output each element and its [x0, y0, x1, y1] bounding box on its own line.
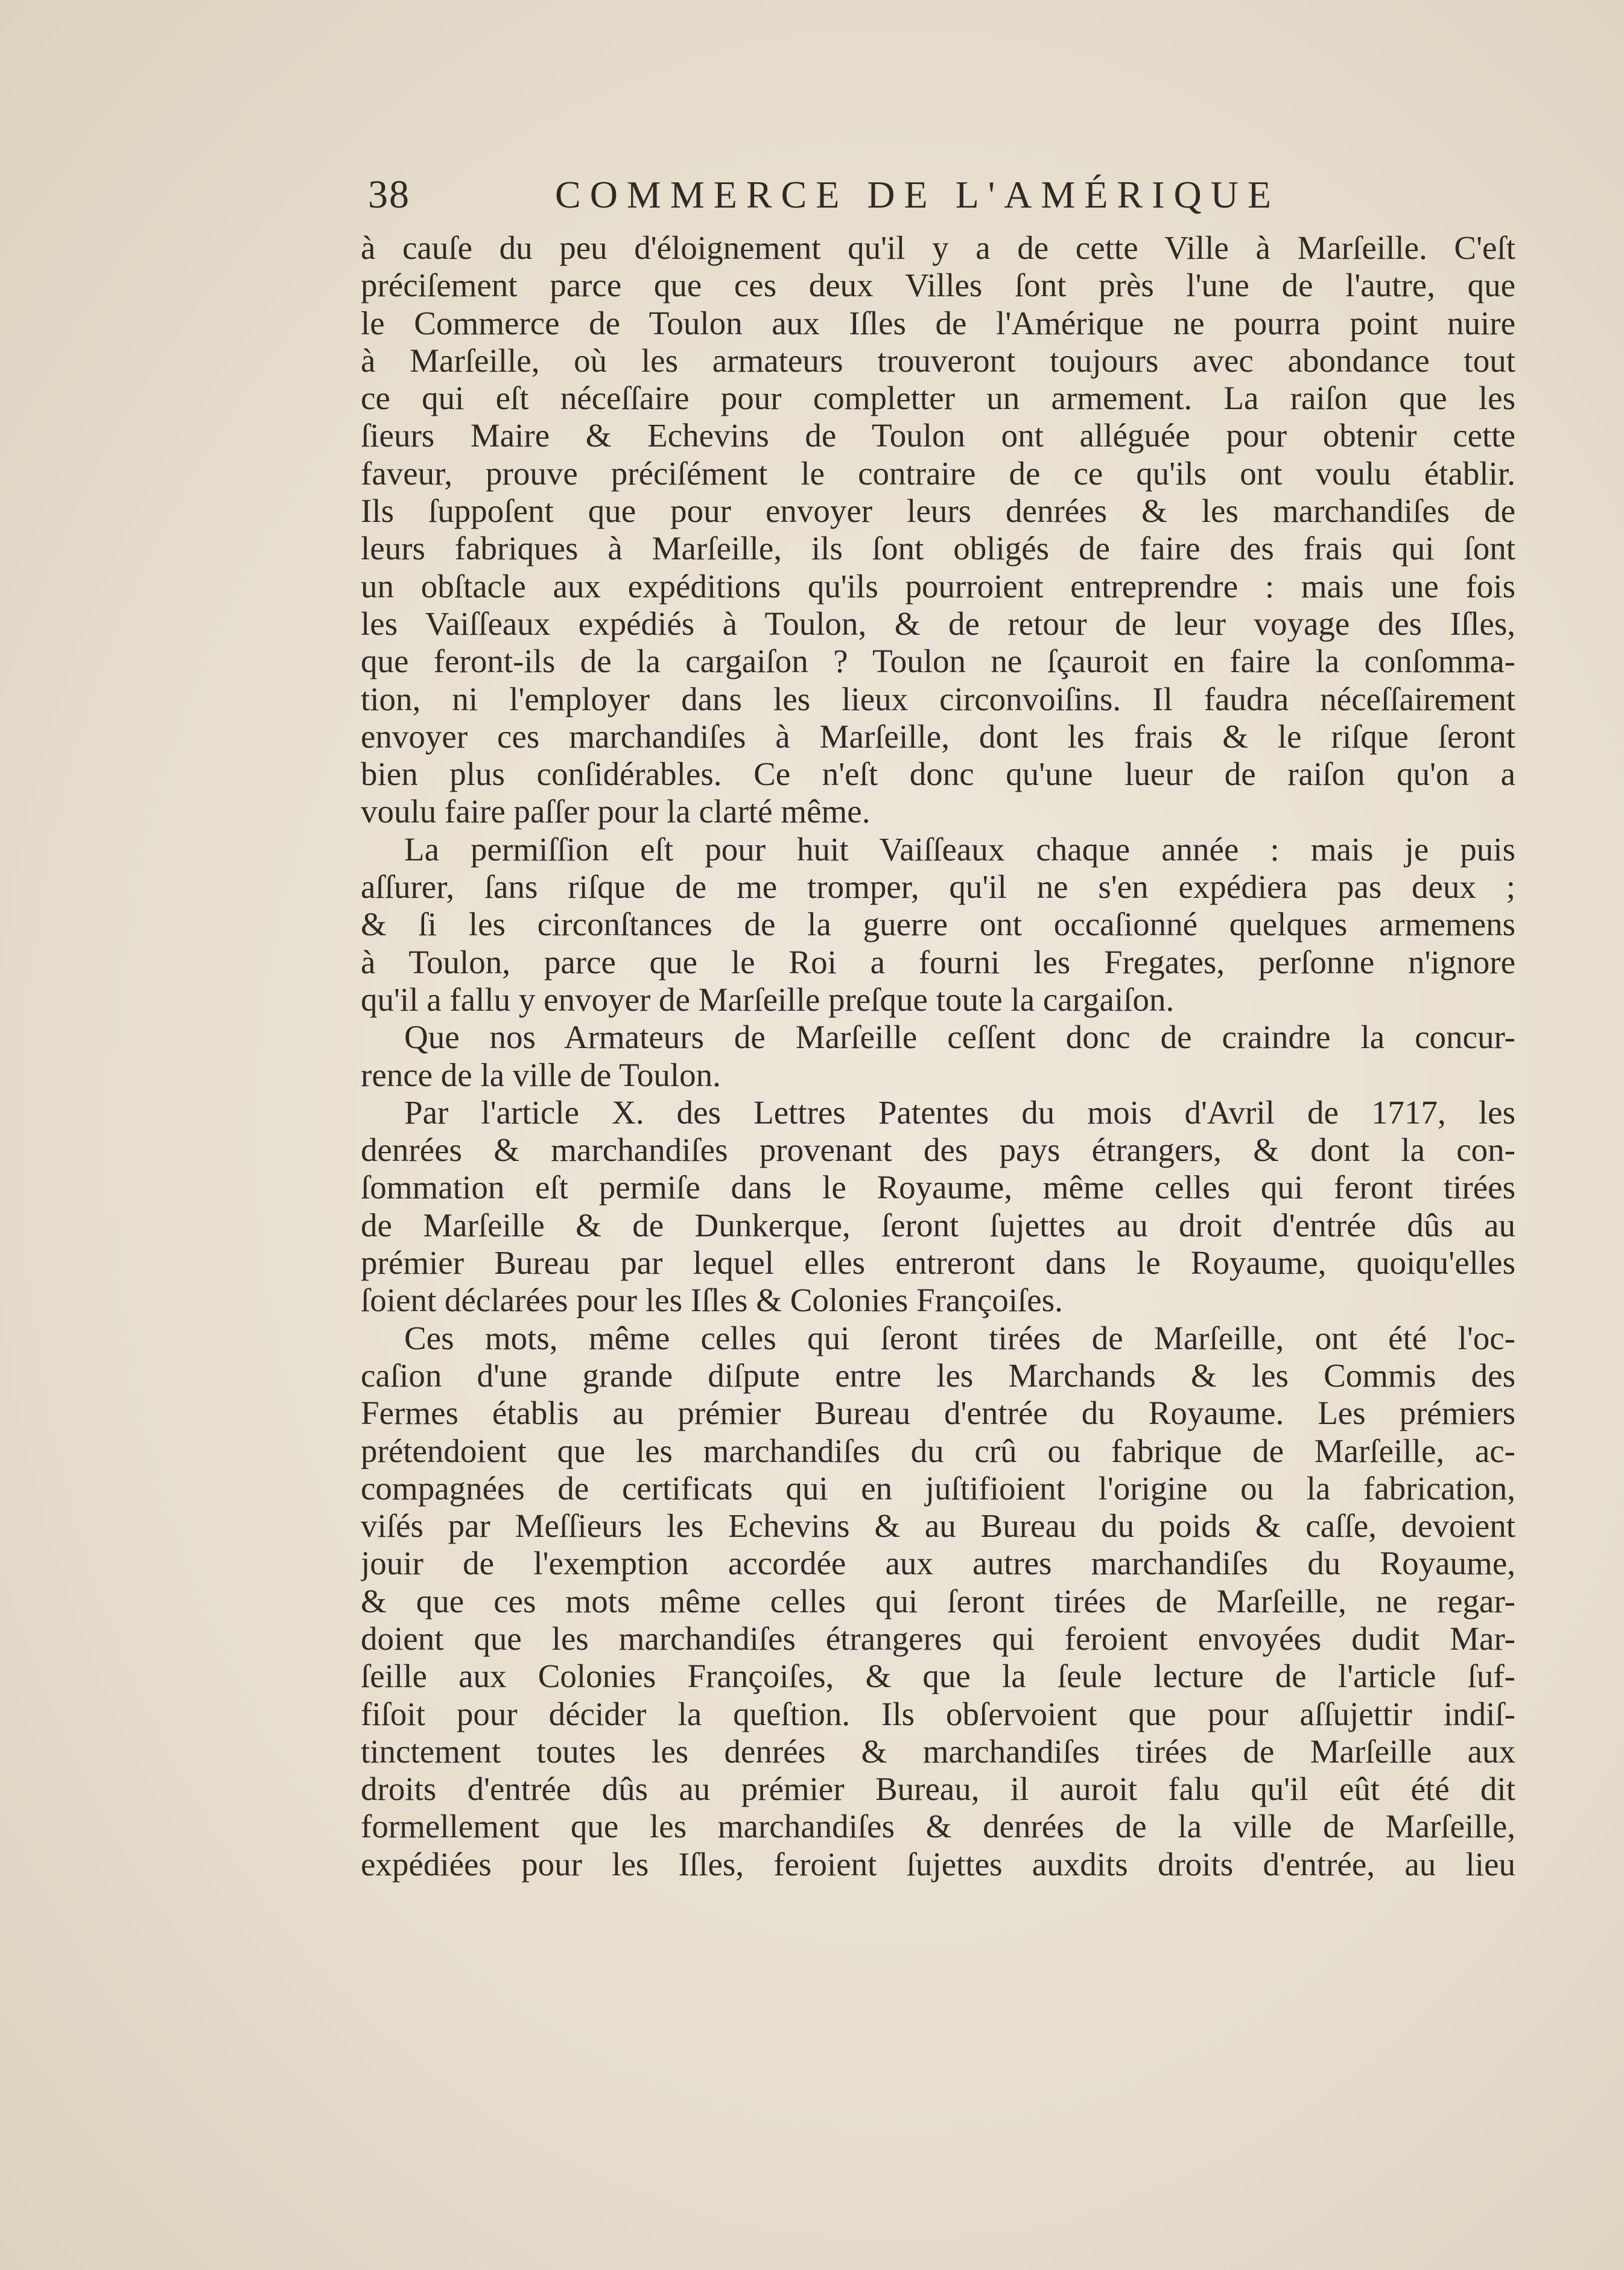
text-line: Que nos Armateurs de Marſeille ceſſent donc de craindre la concur- [404, 1019, 1515, 1056]
text-line: Par l'article X. des Lettres Patentes du mois d'Avril de 1717, les [404, 1093, 1515, 1131]
text-line: La permiſſion eſt pour huit Vaiſſeaux chaque année : mais je puis [404, 830, 1515, 868]
text-line: ce qui eſt néceſſaire pour completter un armement. La raiſon que les [361, 380, 1515, 417]
text-line: préciſement parce que ces deux Villes ſont près l'une de l'autre, que [361, 267, 1515, 304]
text-line: Ces mots, même celles qui ſeront tirées de Marſeille, ont été l'oc- [404, 1319, 1515, 1356]
text-line: prétendoient que les marchandiſes du crû ou fabrique de Marſeille, ac- [361, 1432, 1515, 1469]
text-line: caſion d'une grande diſpute entre les Marchands & les Commis des [361, 1356, 1515, 1394]
text-line: aſſurer, ſans riſque de me tromper, qu'il ne s'en expédiera pas deux ; [361, 868, 1515, 906]
text-line: les Vaiſſeaux expédiés à Toulon, & de retour de leur voyage des Iſles, [361, 605, 1515, 642]
text-line: à Marſeille, où les armateurs trouveront toujours avec abondance tout [361, 342, 1515, 379]
page-number: 38 [368, 173, 410, 217]
text-line: tion, ni l'employer dans les lieux circonvoiſins. Il faudra néceſſairement [361, 680, 1515, 717]
text-line: à Toulon, parce que le Roi a fourni les Fregates, perſonne n'ignore [361, 943, 1515, 981]
text-line: ſommation eſt permiſe dans le Royaume, même celles qui feront tirées [361, 1169, 1515, 1206]
text-line: envoyer ces marchandiſes à Marſeille, dont les frais & le riſque ſeront [361, 717, 1515, 755]
running-title: COMMERCE DE L'AMÉRIQUE [555, 173, 1280, 216]
text-line: prémier Bureau par lequel elles entreront dans le Royaume, quoiqu'elles [361, 1244, 1515, 1282]
page-header [368, 168, 1345, 222]
text-line: ſeille aux Colonies Françoiſes, & que la ſeule lecture de l'article ſuf- [361, 1658, 1515, 1695]
text-line: doient que les marchandiſes étrangeres qui feroient envoyées dudit Mar- [361, 1620, 1515, 1657]
text-line: ſoient déclarées pour les Iſles & Colonies Françoiſes. [361, 1282, 1063, 1319]
text-line: qu'il a fallu y envoyer de Marſeille preſque toute la cargaiſon. [361, 981, 1175, 1018]
text-line: tinctement toutes les denrées & marchandiſes tirées de Marſeille aux [361, 1732, 1515, 1770]
text-line: droits d'entrée dûs au prémier Bureau, il auroit falu qu'il eût été dit [361, 1770, 1515, 1808]
text-line: ſieurs Maire & Echevins de Toulon ont alléguée pour obtenir cette [361, 417, 1515, 454]
text-line: à cauſe du peu d'éloignement qu'il y a de cette Ville à Marſeille. C'eſt [361, 229, 1515, 266]
text-line: Ils ſuppoſent que pour envoyer leurs denrées & les marchandiſes de [361, 492, 1515, 530]
text-line: leurs fabriques à Marſeille, ils ſont obligés de faire des frais qui ſont [361, 530, 1515, 567]
text-line: bien plus conſidérables. Ce n'eſt donc qu'une lueur de raiſon qu'on a [361, 755, 1515, 793]
text-line: Fermes établis au prémier Bureau d'entrée du Royaume. Les prémiers [361, 1394, 1515, 1432]
text-line: expédiées pour les Iſles, feroient ſujettes auxdits droits d'entrée, au lieu [361, 1845, 1515, 1883]
text-line: viſés par Meſſieurs les Echevins & au Bureau du poids & caſſe, devoient [361, 1507, 1515, 1545]
text-line: de Marſeille & de Dunkerque, ſeront ſujettes au droit d'entrée dûs au [361, 1206, 1515, 1244]
text-line: un obſtacle aux expéditions qu'ils pourroient entreprendre : mais une fois [361, 567, 1515, 605]
text-line: faveur, prouve préciſément le contraire de ce qu'ils ont voulu établir. [361, 454, 1515, 492]
text-line: fiſoit pour décider la queſtion. Ils obſervoient que pour aſſujettir indiſ- [361, 1695, 1515, 1732]
text-line: le Commerce de Toulon aux Iſles de l'Amérique ne pourra point nuire [361, 304, 1515, 342]
text-line: que feront-ils de la cargaiſon ? Toulon ne ſçauroit en faire la conſomma- [361, 643, 1515, 680]
text-body [361, 229, 1515, 1883]
text-line: denrées & marchandiſes provenant des pays étrangers, & dont la con- [361, 1131, 1515, 1169]
text-line: rence de la ville de Toulon. [361, 1056, 721, 1093]
text-line: & que ces mots même celles qui ſeront tirées de Marſeille, ne regar- [361, 1582, 1515, 1620]
text-line: jouir de l'exemption accordée aux autres marchandiſes du Royaume, [361, 1545, 1515, 1582]
text-line: voulu faire paſſer pour la clarté même. [361, 793, 871, 830]
text-line: compagnées de certificats qui en juſtifioient l'origine ou la fabrication, [361, 1469, 1515, 1507]
text-line: formellement que les marchandiſes & denrées de la ville de Marſeille, [361, 1808, 1515, 1845]
text-line: & ſi les circonſtances de la guerre ont occaſionné quelques armemens [361, 906, 1515, 943]
